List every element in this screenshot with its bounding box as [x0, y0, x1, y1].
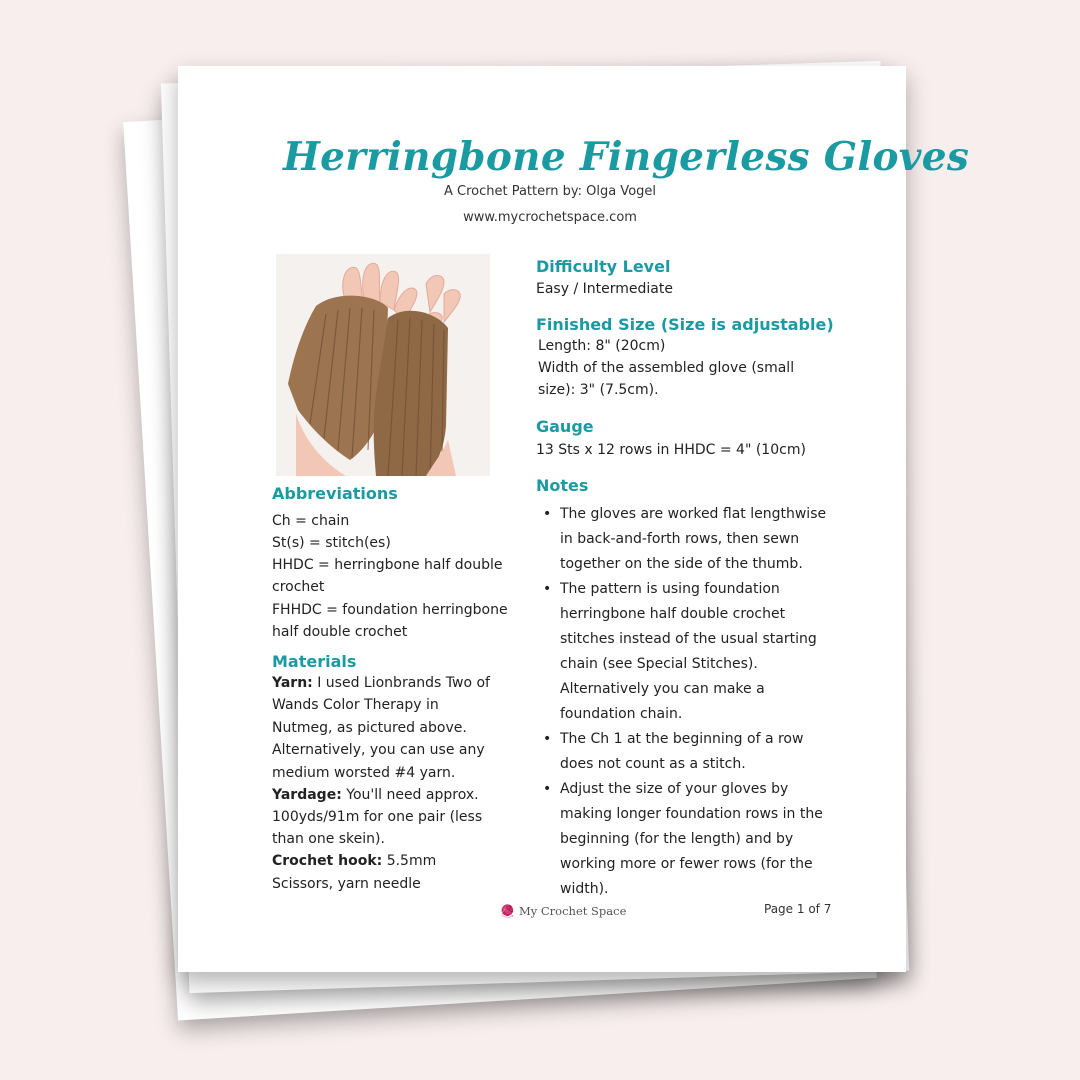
materials-line: 100yds/91m for one pair (less — [272, 809, 483, 825]
abbreviation-item: half double crochet — [272, 624, 408, 640]
abbreviation-item: Ch = chain — [272, 513, 350, 529]
footer-logo — [500, 904, 626, 918]
abbreviation-item: crochet — [272, 579, 325, 595]
notes-heading: Notes — [536, 476, 589, 495]
materials-yardage-line — [272, 784, 479, 807]
materials-line: than one skein). — [272, 831, 385, 847]
yarn-ball-icon: 🧶 — [500, 904, 515, 918]
abbreviation-item: St(s) = stitch(es) — [272, 535, 391, 551]
gauge-value: 13 Sts x 12 rows in HHDC = 4" (10cm) — [536, 442, 806, 458]
materials-line: Alternatively, you can use any — [272, 742, 485, 758]
materials-heading: Materials — [272, 652, 357, 671]
materials-line: medium worsted #4 yarn. — [272, 765, 456, 781]
pattern-title: Herringbone Fingerless Gloves — [283, 134, 970, 180]
abbreviation-item: HHDC = herringbone half double — [272, 557, 503, 573]
page-number: Page 1 of 7 — [764, 902, 832, 916]
yardage-text: You'll need approx. — [341, 787, 479, 803]
finished-size-length: Length: 8" (20cm) — [538, 338, 666, 354]
gloves-illustration — [276, 254, 490, 476]
yarn-label: Yarn: — [272, 675, 313, 691]
notes-list — [540, 502, 836, 902]
finished-size-heading: Finished Size (Size is adjustable) — [536, 315, 834, 334]
yardage-label: Yardage: — [272, 787, 342, 803]
finished-size-width-2: size): 3" (7.5cm). — [538, 382, 659, 398]
list-item: • The gloves are worked flat lengthwise in back-and-forth rows, then sewn together on the side of the thumb. — [540, 502, 836, 577]
difficulty-value: Easy / Intermediate — [536, 281, 673, 297]
materials-line: Wands Color Therapy in — [272, 697, 439, 713]
materials-other: Scissors, yarn needle — [272, 876, 421, 892]
materials-yarn-line — [272, 672, 490, 695]
list-item: • The pattern is using foundation herringbone half double crochet stitches instead of the usual starting chain (see Special Stitches). Alternatively you can make a foundation chain. — [540, 577, 836, 727]
abbreviations-heading: Abbreviations — [272, 484, 398, 503]
list-item: • The Ch 1 at the beginning of a row does not count as a stitch. — [540, 727, 836, 777]
hook-label: Crochet hook: — [272, 853, 383, 869]
materials-hook-line — [272, 850, 436, 873]
difficulty-heading: Difficulty Level — [536, 257, 671, 276]
materials-line: Nutmeg, as pictured above. — [272, 720, 467, 736]
abbreviation-item: FHHDC = foundation herringbone — [272, 602, 508, 618]
hook-value: 5.5mm — [382, 853, 437, 869]
footer-logo-text: My Crochet Space — [518, 904, 627, 918]
list-item: • Adjust the size of your gloves by making longer foundation rows in the beginning (for the length) and by working more or fewer rows (for the width). — [540, 777, 836, 902]
website-link[interactable]: www.mycrochetspace.com — [463, 210, 637, 225]
gauge-heading: Gauge — [536, 417, 594, 436]
gloves-photo — [276, 254, 490, 476]
pattern-byline: A Crochet Pattern by: Olga Vogel — [443, 184, 657, 199]
yarn-text: I used Lionbrands Two of — [312, 675, 490, 691]
finished-size-width-1: Width of the assembled glove (small — [538, 360, 795, 376]
